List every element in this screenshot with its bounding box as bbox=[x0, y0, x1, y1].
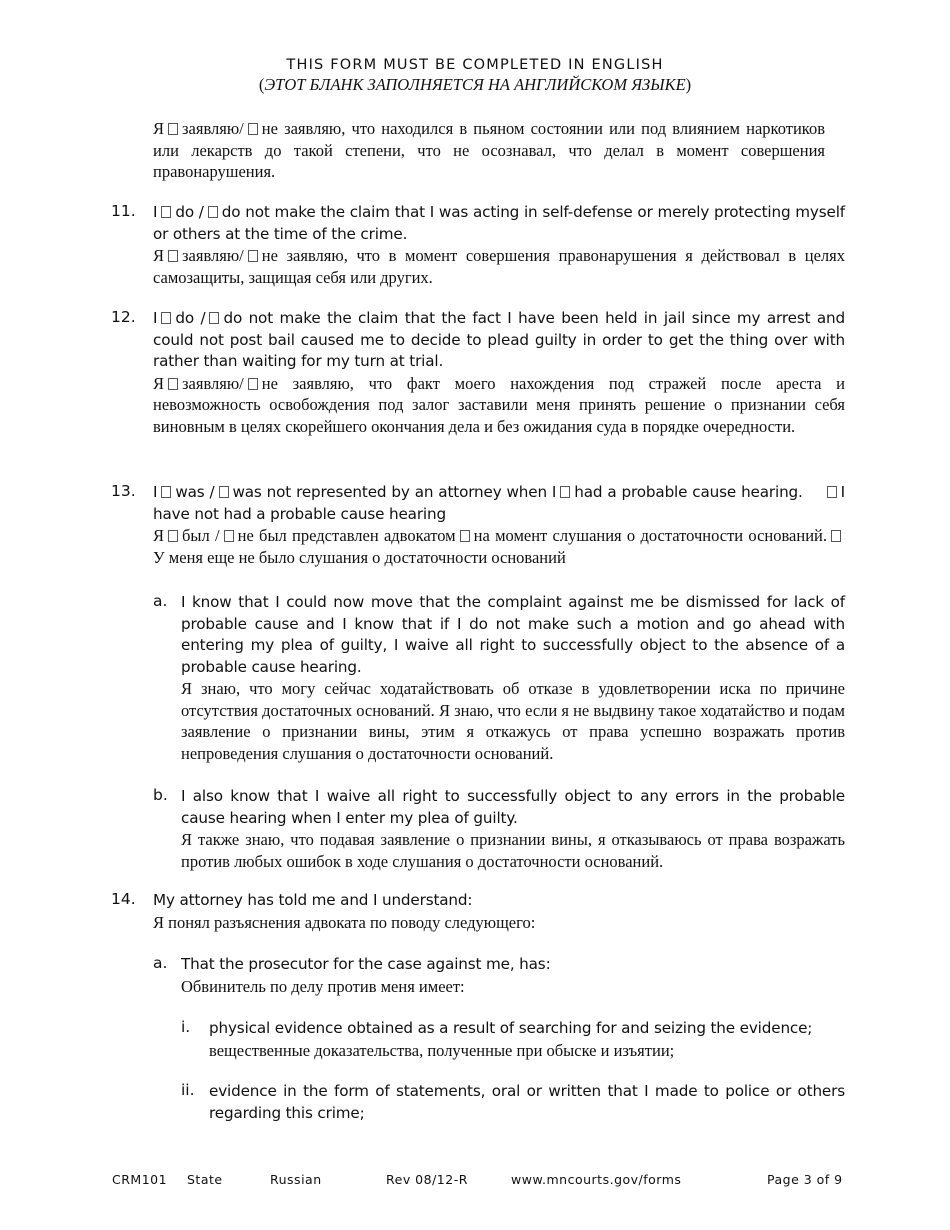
item-13b-label: b. bbox=[153, 786, 168, 804]
item-13-number: 13. bbox=[111, 482, 136, 500]
item-13 bbox=[153, 482, 845, 568]
item-13a bbox=[181, 592, 845, 764]
footer-language: Russian bbox=[270, 1172, 322, 1187]
item-12-english: I do / do not make the claim that the fact I have been held in jail since my arrest and could not post bail caused me to decide to plead guilty in order to get the thing over with rather than waiting for my turn at trial. bbox=[153, 309, 846, 370]
checkbox-icon[interactable] bbox=[168, 378, 178, 390]
item-11-english: I do / do not make the claim that I was acting in self-defense or merely protecting myself or others at the time of the crime. bbox=[153, 203, 845, 243]
checkbox-was-icon[interactable] bbox=[161, 486, 171, 498]
footer-form-id: CRM101 bbox=[112, 1172, 168, 1187]
checkbox-had-hearing-icon[interactable] bbox=[560, 486, 570, 498]
item-14a-i-label: i. bbox=[181, 1018, 191, 1036]
item-11-russian: Я заявляю/ не заявляю, что в момент совершения правонарушения я действовал в целях самозащиты, защищая себя или других. bbox=[153, 246, 845, 287]
item-11 bbox=[153, 202, 845, 288]
footer-url-link[interactable]: www.mncourts.gov/forms bbox=[511, 1172, 682, 1187]
header-english-notice: THIS FORM MUST BE COMPLETED IN ENGLISH bbox=[286, 57, 664, 73]
item-12 bbox=[153, 308, 845, 437]
page-footer bbox=[0, 1172, 950, 1192]
checkbox-icon[interactable] bbox=[248, 250, 258, 262]
item-14a-english: That the prosecutor for the case against me, has: bbox=[181, 955, 551, 973]
footer-page-number: Page 3 of 9 bbox=[767, 1172, 843, 1187]
item-13b-english: I also know that I waive all right to successfully object to any errors in the probable cause hearing when I enter my plea of guilty. bbox=[181, 787, 845, 827]
item-13b bbox=[181, 786, 845, 872]
item-13a-russian: Я знаю, что могу сейчас ходатайствовать об отказе в удовлетворении иска по причине отсутствия достаточных оснований. Я знаю, что если я не выдвину такое ходатайство и подам заявление о признании вины, этим я откажусь от права успешно возражать против непроведения слушания о достаточности оснований. bbox=[181, 679, 845, 763]
footer-revision: Rev 08/12-R bbox=[386, 1172, 468, 1187]
checkbox-was-not-icon[interactable] bbox=[219, 486, 229, 498]
footer-state: State bbox=[187, 1172, 223, 1187]
checkbox-do-not-icon[interactable] bbox=[209, 312, 219, 324]
item-14a-ii-english: evidence in the form of statements, oral or written that I made to police or others regarding this crime; bbox=[209, 1082, 845, 1122]
checkbox-icon[interactable] bbox=[248, 378, 258, 390]
item-14a bbox=[181, 954, 845, 997]
item-14a-ii-label: ii. bbox=[181, 1081, 195, 1099]
item-14a-label: a. bbox=[153, 954, 168, 972]
item-14-english: My attorney has told me and I understand: bbox=[153, 891, 473, 909]
checkbox-icon[interactable] bbox=[168, 250, 178, 262]
checkbox-icon[interactable] bbox=[460, 530, 470, 542]
item-14-russian: Я понял разъяснения адвоката по поводу следующего: bbox=[153, 912, 536, 932]
item-14a-i-english: physical evidence obtained as a result of searching for and seizing the evidence; bbox=[209, 1019, 813, 1037]
intro-russian-paragraph: Я заявляю/ не заявляю, что находился в пьяном состоянии или под влиянием наркотиков или лекарств до такой степени, что не осознавал, что делал в момент совершения правонарушения. bbox=[153, 119, 825, 181]
page-header bbox=[0, 55, 950, 95]
item-13a-english: I know that I could now move that the complaint against me be dismissed for lack of probable cause and I know that if I do not make such a motion and go ahead with entering my plea of guilty, I waive all right to successfully object to the absence of a probable cause hearing. bbox=[181, 593, 845, 676]
checkbox-icon[interactable] bbox=[224, 530, 234, 542]
item-14a-russian: Обвинитель по делу против меня имеет: bbox=[181, 976, 465, 996]
checkbox-icon[interactable] bbox=[831, 530, 841, 542]
item-14-number: 14. bbox=[111, 890, 136, 908]
item-13-russian: Я был / не был представлен адвокатом на момент слушания о достаточности оснований.У меня еще не было слушания о достаточности оснований bbox=[153, 525, 845, 568]
item-13a-label: a. bbox=[153, 592, 168, 610]
item-14a-i bbox=[209, 1018, 845, 1061]
checkbox-do-icon[interactable] bbox=[161, 312, 171, 324]
item-14a-ii bbox=[209, 1081, 845, 1124]
header-russian-notice: (ЭТОТ БЛАНК ЗАПОЛНЯЕТСЯ НА АНГЛИЙСКОМ ЯЗЫКЕ) bbox=[258, 75, 692, 94]
item-14a-i-russian: вещественные доказательства, полученные при обыске и изъятии; bbox=[209, 1040, 675, 1060]
item-13-english: I was / was not represented by an attorney when I had a probable cause hearing. I have not had a probable cause hearing bbox=[153, 483, 845, 523]
checkbox-do-icon[interactable] bbox=[161, 206, 171, 218]
checkbox-icon[interactable] bbox=[248, 123, 258, 135]
item-12-number: 12. bbox=[111, 308, 136, 326]
checkbox-icon[interactable] bbox=[168, 123, 178, 135]
checkbox-no-hearing-icon[interactable] bbox=[827, 486, 837, 498]
checkbox-icon[interactable] bbox=[168, 530, 178, 542]
item-11-number: 11. bbox=[111, 202, 136, 220]
checkbox-do-not-icon[interactable] bbox=[208, 206, 218, 218]
item-13b-russian: Я также знаю, что подавая заявление о признании вины, я отказываюсь от права возражать против любых ошибок в ходе слушания о достаточности оснований. bbox=[181, 830, 845, 871]
item-14 bbox=[153, 890, 845, 933]
item-12-russian: Я заявляю/ не заявляю, что факт моего нахождения под стражей после ареста и невозможность освобождения под залог заставили меня принять решение о признании себя виновным в целях скорейшего окончания дела и без ожидания суда в порядке очередности. bbox=[153, 373, 845, 436]
